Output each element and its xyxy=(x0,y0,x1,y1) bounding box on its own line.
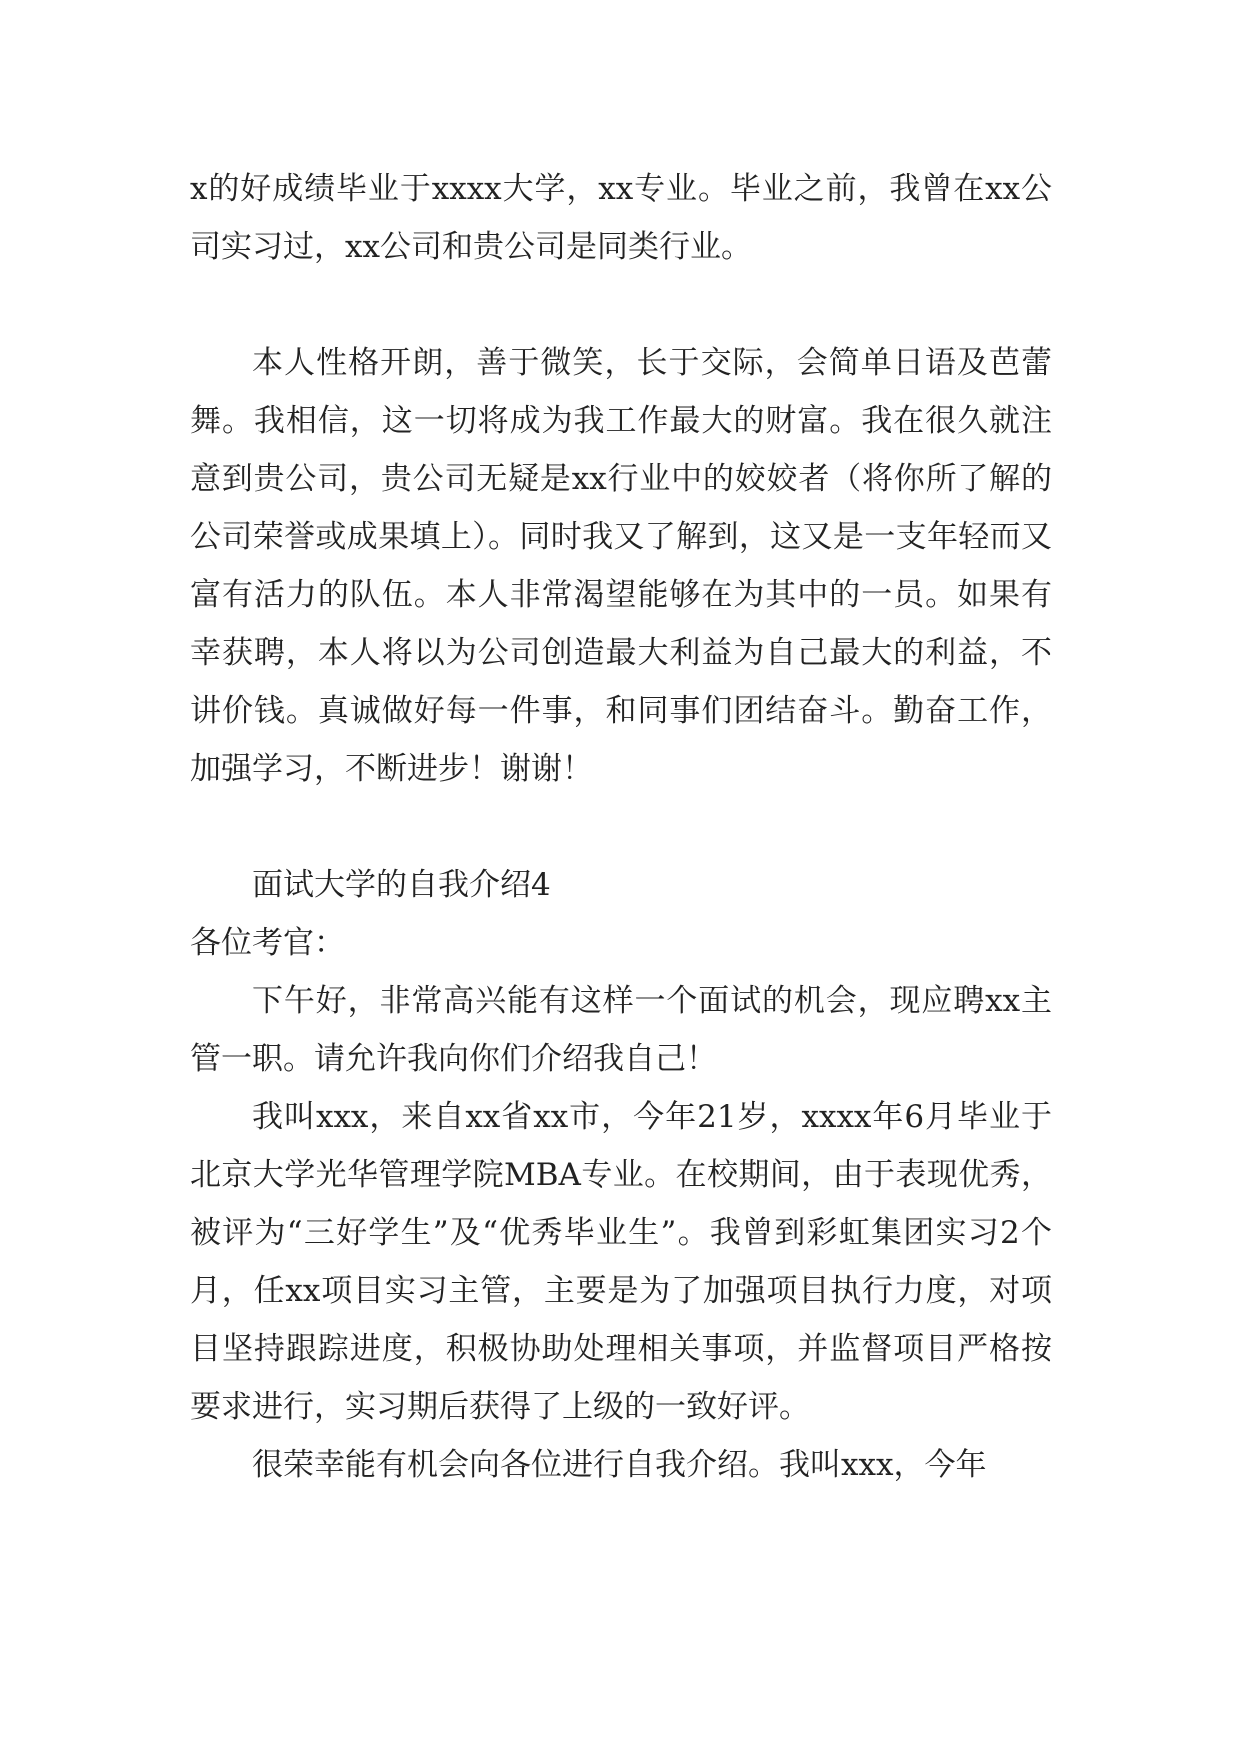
paragraph-background: 我叫xxx，来自xx省xx市，今年21岁，xxxx年6月毕业于北京大学光华管理学院MBA专业。在校期间，由于表现优秀，被评为“三好学生”及“优秀毕业生”。我曾到彩虹集团实习2个月，任xx项目实习主管，主要是为了加强项目执行力度，对项目坚持跟踪进度，积极协助处理相关事项，并监督项目严格按要求进行，实习期后获得了上级的一致好评。 xyxy=(190,1099,1052,1425)
paragraph-personality: 本人性格开朗，善于微笑，长于交际，会简单日语及芭蕾舞。我相信，这一切将成为我工作最大的财富。我在很久就注意到贵公司，贵公司无疑是xx行业中的姣姣者（将你所了解的公司荣誉或成果填上）。同时我又了解到，这又是一支年轻而又富有活力的队伍。本人非常渴望能够在为其中的一员。如果有幸获聘，本人将以为公司创造最大利益为自己最大的利益，不讲价钱。真诚做好每一件事，和同事们团结奋斗。勤奋工作，加强学习，不断进步！谢谢！ xyxy=(190,345,1052,787)
paragraph-greeting: 下午好，非常高兴能有这样一个面试的机会，现应聘xx主管一职。请允许我向你们介绍我自己！ xyxy=(190,983,1052,1077)
salutation: 各位考官： xyxy=(190,925,345,961)
section-heading: 面试大学的自我介绍4 xyxy=(252,867,551,903)
paragraph-graduation: x的好成绩毕业于xxxx大学，xx专业。毕业之前，我曾在xx公司实习过，xx公司和贵公司是同类行业。 xyxy=(190,171,1052,265)
document-body xyxy=(190,160,1052,1494)
paragraph-intro: 很荣幸能有机会向各位进行自我介绍。我叫xxx，今年 xyxy=(252,1447,987,1483)
